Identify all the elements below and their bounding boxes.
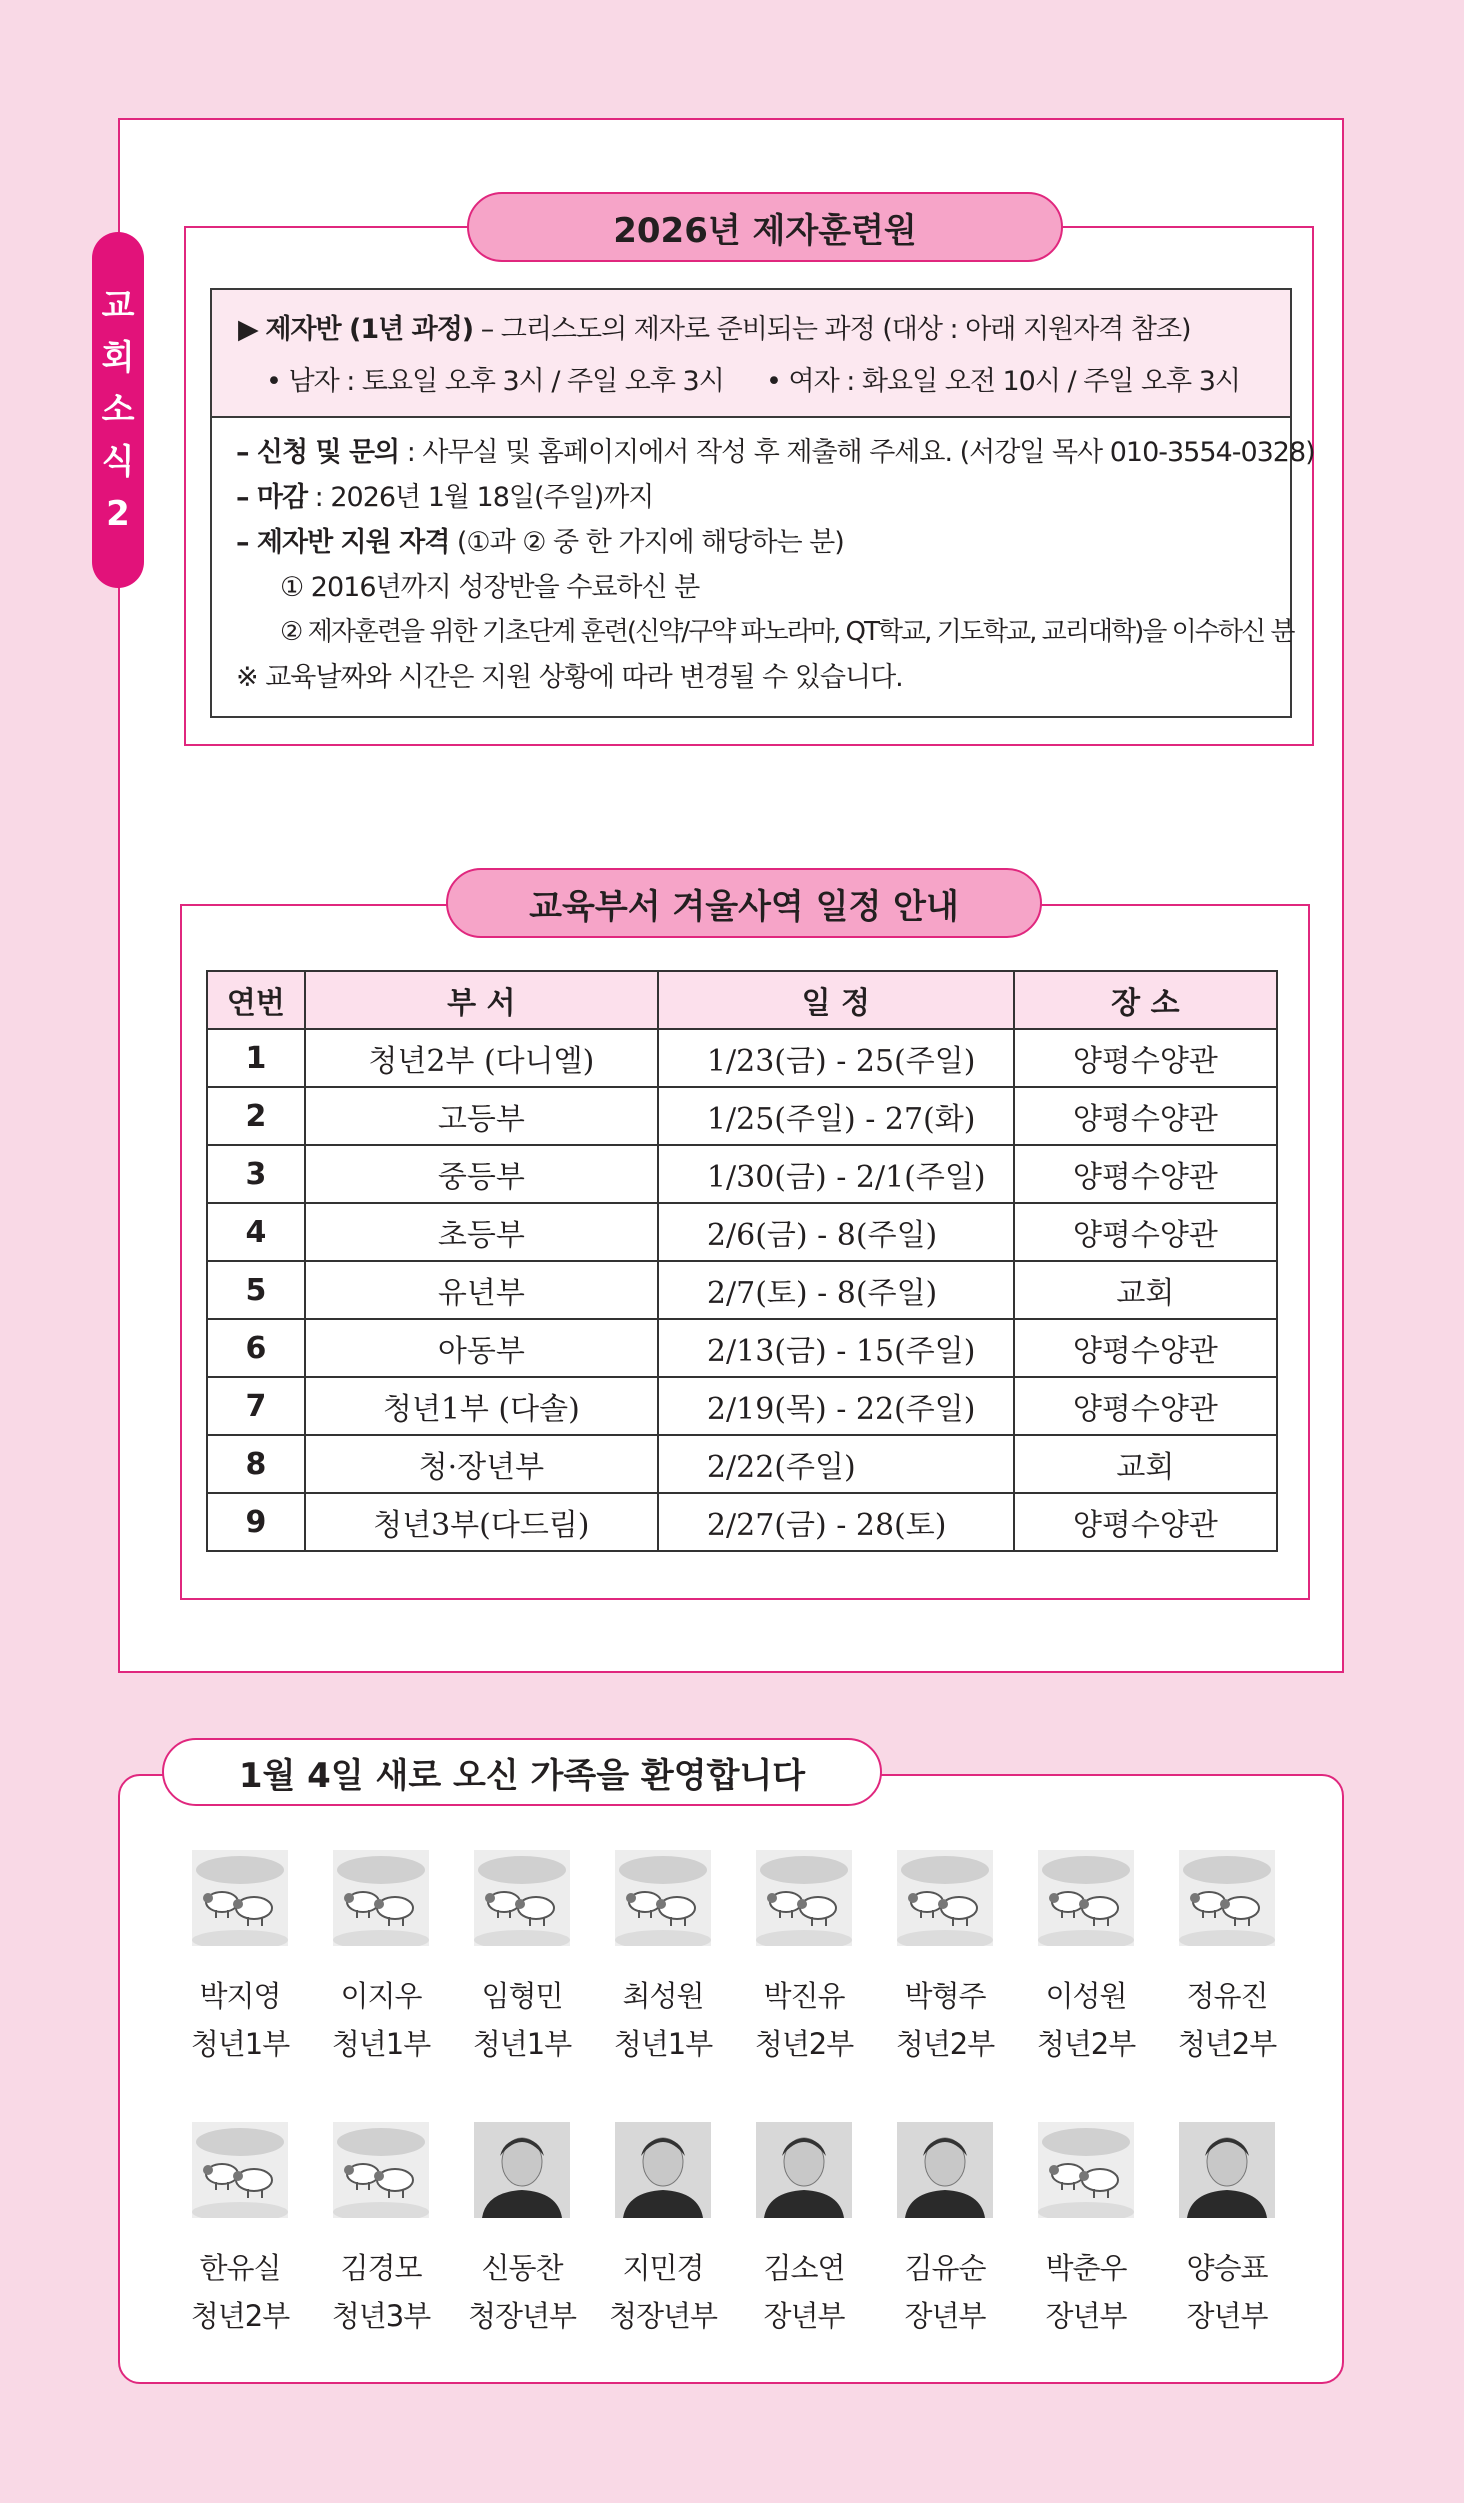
- row-department: 초등부: [305, 1203, 658, 1261]
- header-location: 장 소: [1014, 971, 1277, 1029]
- table-row: [207, 1377, 1277, 1435]
- row-department: 중등부: [305, 1145, 658, 1203]
- member-name: 박진유: [763, 1979, 845, 2013]
- table-row: [207, 1261, 1277, 1319]
- member-department: 청년2부: [754, 2027, 854, 2061]
- row-dates: 1/25(주일) - 27(화): [658, 1087, 1014, 1145]
- sheep-placeholder-icon: [192, 1850, 288, 1946]
- header-department: 부 서: [305, 971, 658, 1029]
- member-department: 청년1부: [331, 2027, 431, 2061]
- row-number: 2: [207, 1087, 305, 1145]
- row-number: 1: [207, 1029, 305, 1087]
- new-member-card: [880, 2122, 1010, 2334]
- sheep-placeholder-icon: [615, 1850, 711, 1946]
- row-location: 양평수양관: [1014, 1029, 1277, 1087]
- deadline-line: [236, 475, 1290, 520]
- row-number: 8: [207, 1435, 305, 1493]
- row-department: 유년부: [305, 1261, 658, 1319]
- new-member-card: [1021, 2122, 1151, 2334]
- member-name: 이성원: [1045, 1979, 1127, 2013]
- member-department: 청년1부: [190, 2027, 290, 2061]
- sheep-placeholder-icon: [1179, 1850, 1275, 1946]
- table-row: [207, 1319, 1277, 1377]
- member-department: 청년1부: [472, 2027, 572, 2061]
- member-department: 장년부: [904, 2299, 986, 2333]
- row-dates: 2/13(금) - 15(주일): [658, 1319, 1014, 1377]
- row-number: 4: [207, 1203, 305, 1261]
- row-number: 7: [207, 1377, 305, 1435]
- member-name: 김유순: [904, 2251, 986, 2285]
- member-photo: [897, 2122, 993, 2218]
- sheep-placeholder-icon: [756, 1850, 852, 1946]
- member-name: 정유진: [1186, 1979, 1268, 2013]
- course-line: [238, 304, 1290, 356]
- member-photo: [1179, 2122, 1275, 2218]
- member-name: 지민경: [622, 2251, 704, 2285]
- row-number: 3: [207, 1145, 305, 1203]
- training-title: 2026년 제자훈련원: [467, 192, 1063, 262]
- member-department: 청년2부: [1177, 2027, 1277, 2061]
- header-number: 연번: [207, 971, 305, 1029]
- training-info-box: [210, 288, 1315, 718]
- row-dates: 2/22(주일): [658, 1435, 1014, 1493]
- member-name: 한유실: [199, 2251, 281, 2285]
- row-dates: 2/27(금) - 28(토): [658, 1493, 1014, 1551]
- member-name: 신동찬: [481, 2251, 563, 2285]
- course-desc: – 그리스도의 제자로 준비되는 과정 (대상 : 아래 지원자격 참조): [473, 314, 1191, 345]
- schedule-change-note: ※ 교육날짜와 시간은 지원 상황에 따라 변경될 수 있습니다.: [236, 662, 903, 693]
- row-department: 청·장년부: [305, 1435, 658, 1493]
- sheep-placeholder-icon: [897, 1850, 993, 1946]
- row-department: 청년3부(다드림): [305, 1493, 658, 1551]
- schedule-title: 교육부서 겨울사역 일정 안내: [446, 868, 1042, 938]
- new-member-card: [1021, 1850, 1151, 2062]
- men-schedule: • 남자 : 토요일 오후 3시 / 주일 오후 3시: [266, 366, 724, 397]
- row-location: 양평수양관: [1014, 1145, 1277, 1203]
- sheep-placeholder-icon: [333, 2122, 429, 2218]
- member-department: 청장년부: [467, 2299, 577, 2333]
- table-row: [207, 1087, 1277, 1145]
- course-info: [212, 290, 1290, 418]
- schedule-rows: [207, 1029, 1277, 1551]
- deadline-label: – 마감: [236, 482, 308, 513]
- qualification-text: (①과 ② 중 한 가지에 해당하는 분): [449, 527, 844, 558]
- member-department: 청장년부: [608, 2299, 718, 2333]
- row-dates: 2/7(토) - 8(주일): [658, 1261, 1014, 1319]
- sheep-placeholder-icon: [1038, 1850, 1134, 1946]
- table-row: [207, 1145, 1277, 1203]
- member-department: 청년1부: [613, 2027, 713, 2061]
- table-header-row: [207, 971, 1277, 1029]
- qualification-2: ② 제자훈련을 위한 기초단계 훈련(신약/구약 파노라마, QT학교, 기도학교, 교리대학)을 이수하신 분: [280, 617, 1294, 647]
- new-member-card: [316, 2122, 446, 2334]
- qualification-label: – 제자반 지원 자격: [236, 527, 450, 558]
- new-member-card: [457, 2122, 587, 2334]
- member-department: 청년2부: [190, 2299, 290, 2333]
- row-dates: 2/6(금) - 8(주일): [658, 1203, 1014, 1261]
- row-department: 아동부: [305, 1319, 658, 1377]
- table-row: [207, 1493, 1277, 1551]
- new-member-card: [739, 2122, 869, 2334]
- side-tab-char: 2: [106, 494, 130, 534]
- new-member-card: [1162, 2122, 1292, 2334]
- row-dates: 1/30(금) - 2/1(주일): [658, 1145, 1014, 1203]
- side-tab-char: 교: [101, 286, 135, 326]
- member-name: 김소연: [763, 2251, 845, 2285]
- qualification-line: [236, 520, 1290, 565]
- row-location: 교회: [1014, 1435, 1277, 1493]
- apply-text: : 사무실 및 홈페이지에서 작성 후 제출해 주세요. (서강일 목사 010-3554-0328): [399, 437, 1315, 468]
- apply-label: – 신청 및 문의: [236, 437, 400, 468]
- member-name: 박지영: [199, 1979, 281, 2013]
- course-times: [238, 356, 1290, 408]
- row-dates: 2/19(목) - 22(주일): [658, 1377, 1014, 1435]
- sheep-placeholder-icon: [474, 1850, 570, 1946]
- side-tab-char: 식: [101, 442, 135, 482]
- women-schedule: • 여자 : 화요일 오전 10시 / 주일 오후 3시: [766, 366, 1240, 397]
- member-department: 청년3부: [331, 2299, 431, 2333]
- arrow-right-icon: ▶: [238, 314, 266, 345]
- row-location: 양평수양관: [1014, 1203, 1277, 1261]
- course-name: 제자반 (1년 과정): [265, 314, 474, 345]
- member-photo: [615, 2122, 711, 2218]
- table-row: [207, 1029, 1277, 1087]
- row-number: 5: [207, 1261, 305, 1319]
- row-location: 양평수양관: [1014, 1377, 1277, 1435]
- member-photo: [756, 2122, 852, 2218]
- new-member-card: [598, 2122, 728, 2334]
- sheep-placeholder-icon: [333, 1850, 429, 1946]
- row-dates: 1/23(금) - 25(주일): [658, 1029, 1014, 1087]
- table-row: [207, 1435, 1277, 1493]
- member-name: 이지우: [340, 1979, 422, 2013]
- application-info: [212, 418, 1315, 700]
- member-department: 청년2부: [895, 2027, 995, 2061]
- row-department: 고등부: [305, 1087, 658, 1145]
- member-department: 장년부: [1045, 2299, 1127, 2333]
- side-tab-char: 소: [101, 390, 135, 430]
- member-name: 박춘우: [1045, 2251, 1127, 2285]
- member-name: 박형주: [904, 1979, 986, 2013]
- member-name: 임형민: [481, 1979, 563, 2013]
- welcome-title: 1월 4일 새로 오신 가족을 환영합니다: [162, 1738, 882, 1806]
- row-number: 9: [207, 1493, 305, 1551]
- member-name: 양승표: [1186, 2251, 1268, 2285]
- new-member-card: [316, 1850, 446, 2062]
- new-member-card: [598, 1850, 728, 2062]
- row-location: 양평수양관: [1014, 1493, 1277, 1551]
- table-row: [207, 1203, 1277, 1261]
- row-location: 양평수양관: [1014, 1087, 1277, 1145]
- row-location: 교회: [1014, 1261, 1277, 1319]
- member-photo: [474, 2122, 570, 2218]
- row-location: 양평수양관: [1014, 1319, 1277, 1377]
- new-member-card: [880, 1850, 1010, 2062]
- row-department: 청년1부 (다솔): [305, 1377, 658, 1435]
- new-member-card: [175, 2122, 305, 2334]
- deadline-text: : 2026년 1월 18일(주일)까지: [307, 482, 654, 513]
- apply-line: [236, 430, 1315, 475]
- sheep-placeholder-icon: [192, 2122, 288, 2218]
- member-name: 최성원: [622, 1979, 704, 2013]
- side-tab-church-news-2: [92, 232, 144, 588]
- new-member-card: [175, 1850, 305, 2062]
- member-department: 장년부: [1186, 2299, 1268, 2333]
- header-dates: 일 정: [658, 971, 1014, 1029]
- qualification-1: ① 2016년까지 성장반을 수료하신 분: [280, 572, 700, 603]
- member-department: 장년부: [763, 2299, 845, 2333]
- member-name: 김경모: [340, 2251, 422, 2285]
- member-department: 청년2부: [1036, 2027, 1136, 2061]
- new-member-card: [1162, 1850, 1292, 2062]
- row-number: 6: [207, 1319, 305, 1377]
- schedule-table: [206, 970, 1278, 1552]
- row-department: 청년2부 (다니엘): [305, 1029, 658, 1087]
- sheep-placeholder-icon: [1038, 2122, 1134, 2218]
- new-member-card: [457, 1850, 587, 2062]
- side-tab-char: 회: [101, 338, 135, 378]
- new-member-card: [739, 1850, 869, 2062]
